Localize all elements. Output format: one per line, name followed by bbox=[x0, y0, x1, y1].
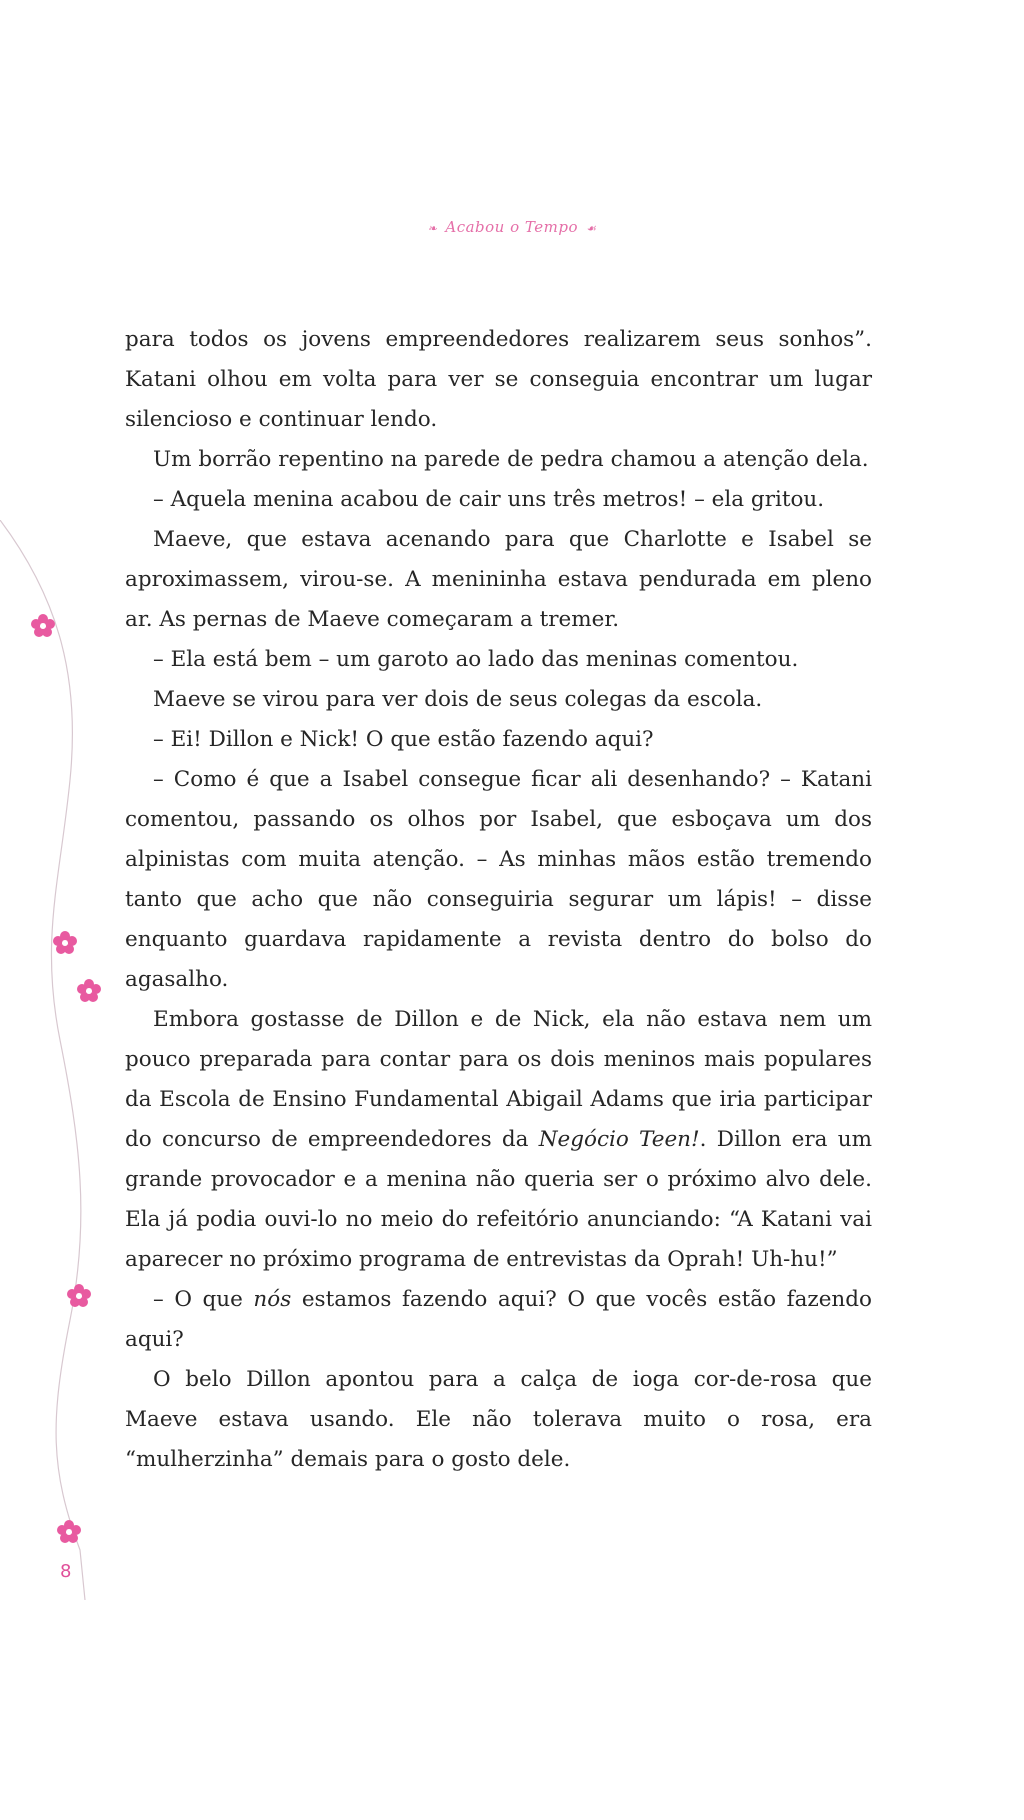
page-number: 8 bbox=[60, 1561, 72, 1582]
text-run: . Dillon era um grande provocador e a menina não queria ser o próximo alvo dele. Ela já podia ouvi-lo no meio do refeitório anunciando: “A Katani vai aparecer no próximo programa de entrevistas da Oprah! Uh-hu!” bbox=[125, 1127, 872, 1272]
paragraph: Um borrão repentino na parede de pedra chamou a atenção dela. bbox=[153, 447, 869, 472]
text-run: – O que bbox=[153, 1287, 254, 1312]
paragraph: para todos os jovens empreendedores realizarem seus sonhos”. Katani olhou em volta para ver se conseguia encontrar um lugar silencioso e continuar lendo. bbox=[125, 327, 872, 432]
ornament-right-icon: ☙ bbox=[585, 222, 597, 235]
paragraph bbox=[125, 1280, 872, 1360]
running-title: Acabou o Tempo bbox=[445, 218, 578, 236]
ornament-left-icon: ❧ bbox=[427, 222, 438, 235]
emphasis: nós bbox=[253, 1287, 292, 1312]
paragraph: O belo Dillon apontou para a calça de ioga cor-de-rosa que Maeve estava usando. Ele não tolerava muito o rosa, era “mulherzinha” demais para o gosto dele. bbox=[125, 1367, 872, 1472]
paragraph: – Como é que a Isabel consegue ficar ali desenhando? – Katani comentou, passando os olhos por Isabel, que esboçava um dos alpinistas com muita atenção. – As minhas mãos estão tremendo tanto que acho que não conseguiria segurar um lápis! – disse enquanto guardava rapidamente a revista dentro do bolso do agasalho. bbox=[125, 767, 872, 992]
paragraph bbox=[125, 1000, 872, 1280]
paragraph: Maeve, que estava acenando para que Charlotte e Isabel se aproximassem, virou-se. A menininha estava pendurada em pleno ar. As pernas de Maeve começaram a tremer. bbox=[125, 527, 872, 632]
pink-flower-icon bbox=[66, 1283, 92, 1309]
text-run: Embora gostasse de Dillon e de Nick, ela não estava nem um pouco preparada para contar para os dois meninos mais populares da Escola de Ensino Fundamental Abigail Adams que iria participar do concurso de empreendedores da bbox=[125, 1007, 872, 1152]
running-head bbox=[0, 218, 1024, 236]
vine-line-icon bbox=[0, 520, 100, 1600]
pink-flower-icon bbox=[76, 978, 102, 1004]
paragraph: – Ei! Dillon e Nick! O que estão fazendo aqui? bbox=[153, 727, 654, 752]
paragraph: Maeve se virou para ver dois de seus colegas da escola. bbox=[153, 687, 763, 712]
paragraph: – Ela está bem – um garoto ao lado das meninas comentou. bbox=[153, 647, 799, 672]
text-run: estamos fazendo aqui? O que vocês estão fazendo aqui? bbox=[125, 1287, 872, 1352]
pink-flower-icon bbox=[52, 930, 78, 956]
paragraph: – Aquela menina acabou de cair uns três metros! – ela gritou. bbox=[153, 487, 825, 512]
body-text bbox=[125, 320, 872, 1480]
pink-flower-icon bbox=[30, 613, 56, 639]
pink-flower-icon bbox=[56, 1519, 82, 1545]
magazine-title: Negócio Teen! bbox=[538, 1127, 700, 1152]
